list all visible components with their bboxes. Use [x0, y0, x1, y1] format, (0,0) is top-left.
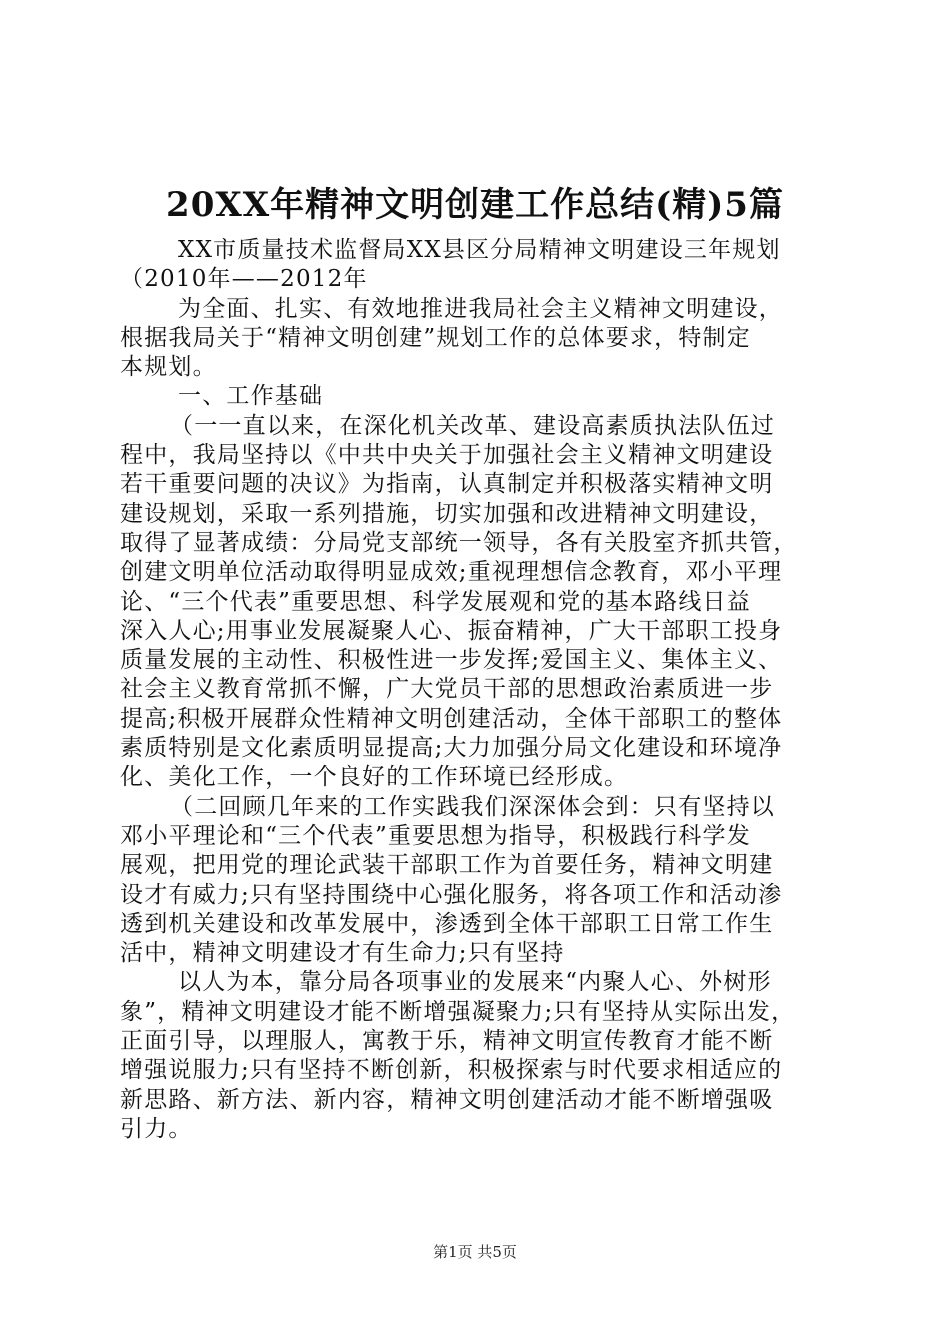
heading-line: （2010年——2012年	[120, 266, 368, 293]
paragraph-line: 化、美化工作，一个良好的工作环境已经形成。	[120, 764, 629, 791]
paragraph-line: 为全面、扎实、有效地推进我局社会主义精神文明建设，	[178, 295, 783, 322]
paragraph-line: 若干重要问题的决议》为指南，认真制定并积极落实精神文明	[120, 471, 774, 498]
paragraph-line: 设才有威力;只有坚持围绕中心强化服务，将各项工作和活动渗	[120, 881, 783, 908]
paragraph-line: 质量发展的主动性、积极性进一步发挥;爱国主义、集体主义、	[120, 647, 783, 674]
section-heading: 一、工作基础	[178, 383, 324, 410]
paragraph-line: 程中，我局坚持以《中共中央关于加强社会主义精神文明建设	[120, 442, 774, 469]
paragraph-line: 透到机关建设和改革发展中，渗透到全体干部职工日常工作生	[120, 910, 774, 937]
paragraph-line: 深入人心;用事业发展凝聚人心、振奋精神，广大干部职工投身	[120, 617, 783, 644]
paragraph-line: 提高;积极开展群众性精神文明创建活动，全体干部职工的整体	[120, 705, 783, 732]
document-title: 20XX年精神文明创建工作总结(精)5篇	[166, 185, 784, 225]
paragraph-line: 以人为本，靠分局各项事业的发展来“内聚人心、外树形	[178, 969, 772, 996]
paragraph-line: （一一直以来，在深化机关改革、建设高素质执法队伍过	[170, 412, 775, 439]
paragraph-line: 象”，精神文明建设才能不断增强凝聚力;只有坚持从实际出发，	[120, 998, 796, 1025]
document-body	[120, 236, 836, 1144]
paragraph-line: 创建文明单位活动取得明显成效;重视理想信念教育，邓小平理	[120, 559, 783, 586]
paragraph-line: 社会主义教育常抓不懈，广大党员干部的思想政治素质进一步	[120, 676, 774, 703]
page-number-footer: 第1页 共5页	[433, 1243, 517, 1261]
paragraph-line: 建设规划，采取一系列措施，切实加强和改进精神文明建设，	[120, 500, 774, 527]
paragraph-line: 增强说服力;只有坚持不断创新，积极探索与时代要求相适应的	[120, 1057, 783, 1084]
paragraph-line: 活中，精神文明建设才有生命力;只有坚持	[120, 940, 565, 967]
paragraph-line: 根据我局关于“精神文明创建”规划工作的总体要求，特制定	[120, 324, 751, 351]
heading-line: XX市质量技术监督局XX县区分局精神文明建设三年规划	[178, 237, 781, 263]
paragraph-line: 素质特别是文化素质明显提高;大力加强分局文化建设和环境净	[120, 735, 783, 762]
paragraph-line: 新思路、新方法、新内容，精神文明创建活动才能不断增强吸	[120, 1086, 774, 1113]
paragraph-line: 取得了显著成绩：分局党支部统一领导，各有关股室齐抓共管，	[120, 529, 798, 556]
paragraph-line: 论、“三个代表”重要思想、科学发展观和党的基本路线日益	[120, 588, 751, 615]
paragraph-line: 引力。	[120, 1115, 193, 1142]
paragraph-line: 正面引导，以理服人，寓教于乐，精神文明宣传教育才能不断	[120, 1028, 774, 1055]
paragraph-line: （二回顾几年来的工作实践我们深深体会到：只有坚持以	[170, 793, 775, 820]
paragraph-line: 邓小平理论和“三个代表”重要思想为指导，积极践行科学发	[120, 822, 751, 849]
paragraph-line: 展观，把用党的理论武装干部职工作为首要任务，精神文明建	[120, 852, 774, 879]
paragraph-line: 本规划。	[120, 354, 217, 381]
